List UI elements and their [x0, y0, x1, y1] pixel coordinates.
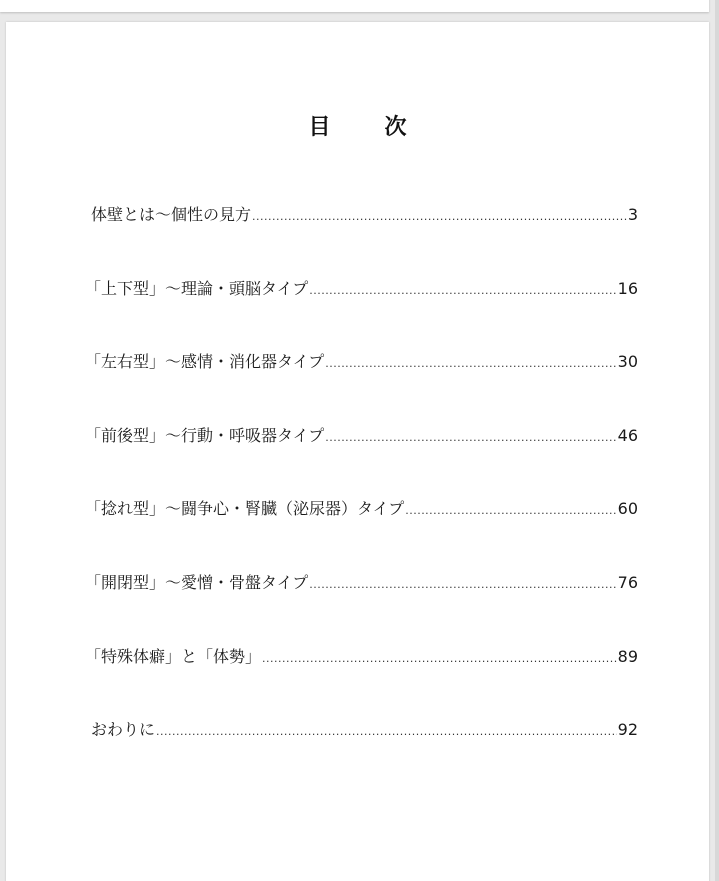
dot-leader [252, 210, 627, 223]
toc-entry-title: 「前後型」〜行動・呼吸器タイプ [85, 425, 325, 445]
toc-entry-page: 16 [617, 278, 638, 298]
dot-leader [309, 284, 616, 297]
toc-entry-page: 76 [617, 572, 638, 592]
toc-entry [85, 644, 638, 718]
dot-leader [325, 357, 616, 370]
toc-entry-page: 92 [617, 720, 638, 740]
toc-entry-page: 46 [617, 425, 638, 445]
toc-entry-page: 89 [617, 646, 638, 666]
dot-leader [325, 431, 616, 444]
toc-entry [91, 202, 638, 276]
dot-leader [309, 578, 616, 591]
toc-entry-page: 30 [617, 352, 638, 372]
dot-leader [405, 504, 616, 517]
toc-entry [85, 423, 638, 497]
page [6, 22, 709, 881]
toc-entry [85, 276, 638, 350]
toc-entry-title: 「開閉型」〜愛憎・骨盤タイプ [85, 572, 309, 592]
toc-entry-title: 「特殊体癖」と「体勢」 [85, 646, 262, 666]
toc-entry-title: 「上下型」〜理論・頭脳タイプ [85, 278, 309, 298]
toc-entry [85, 570, 638, 644]
toc-entry-title: 「捻れ型」〜闘争心・腎臓（泌尿器）タイプ [85, 499, 405, 519]
dot-leader [262, 652, 617, 665]
toc-entry [91, 717, 638, 791]
toc-entry-title: おわりに [91, 720, 156, 740]
toc-entry [85, 349, 638, 423]
viewer-edge [715, 0, 719, 881]
page-title: 目 次 [308, 115, 423, 140]
table-of-contents [85, 202, 638, 791]
toc-entry [85, 496, 638, 570]
toc-entry-page: 3 [627, 205, 638, 224]
toc-entry-title: 「左右型」〜感情・消化器タイプ [85, 352, 325, 372]
toc-entry-page: 60 [617, 499, 638, 519]
previous-page [0, 0, 709, 12]
dot-leader [156, 725, 617, 738]
toc-entry-title: 体壁とは〜個性の見方 [91, 205, 252, 224]
